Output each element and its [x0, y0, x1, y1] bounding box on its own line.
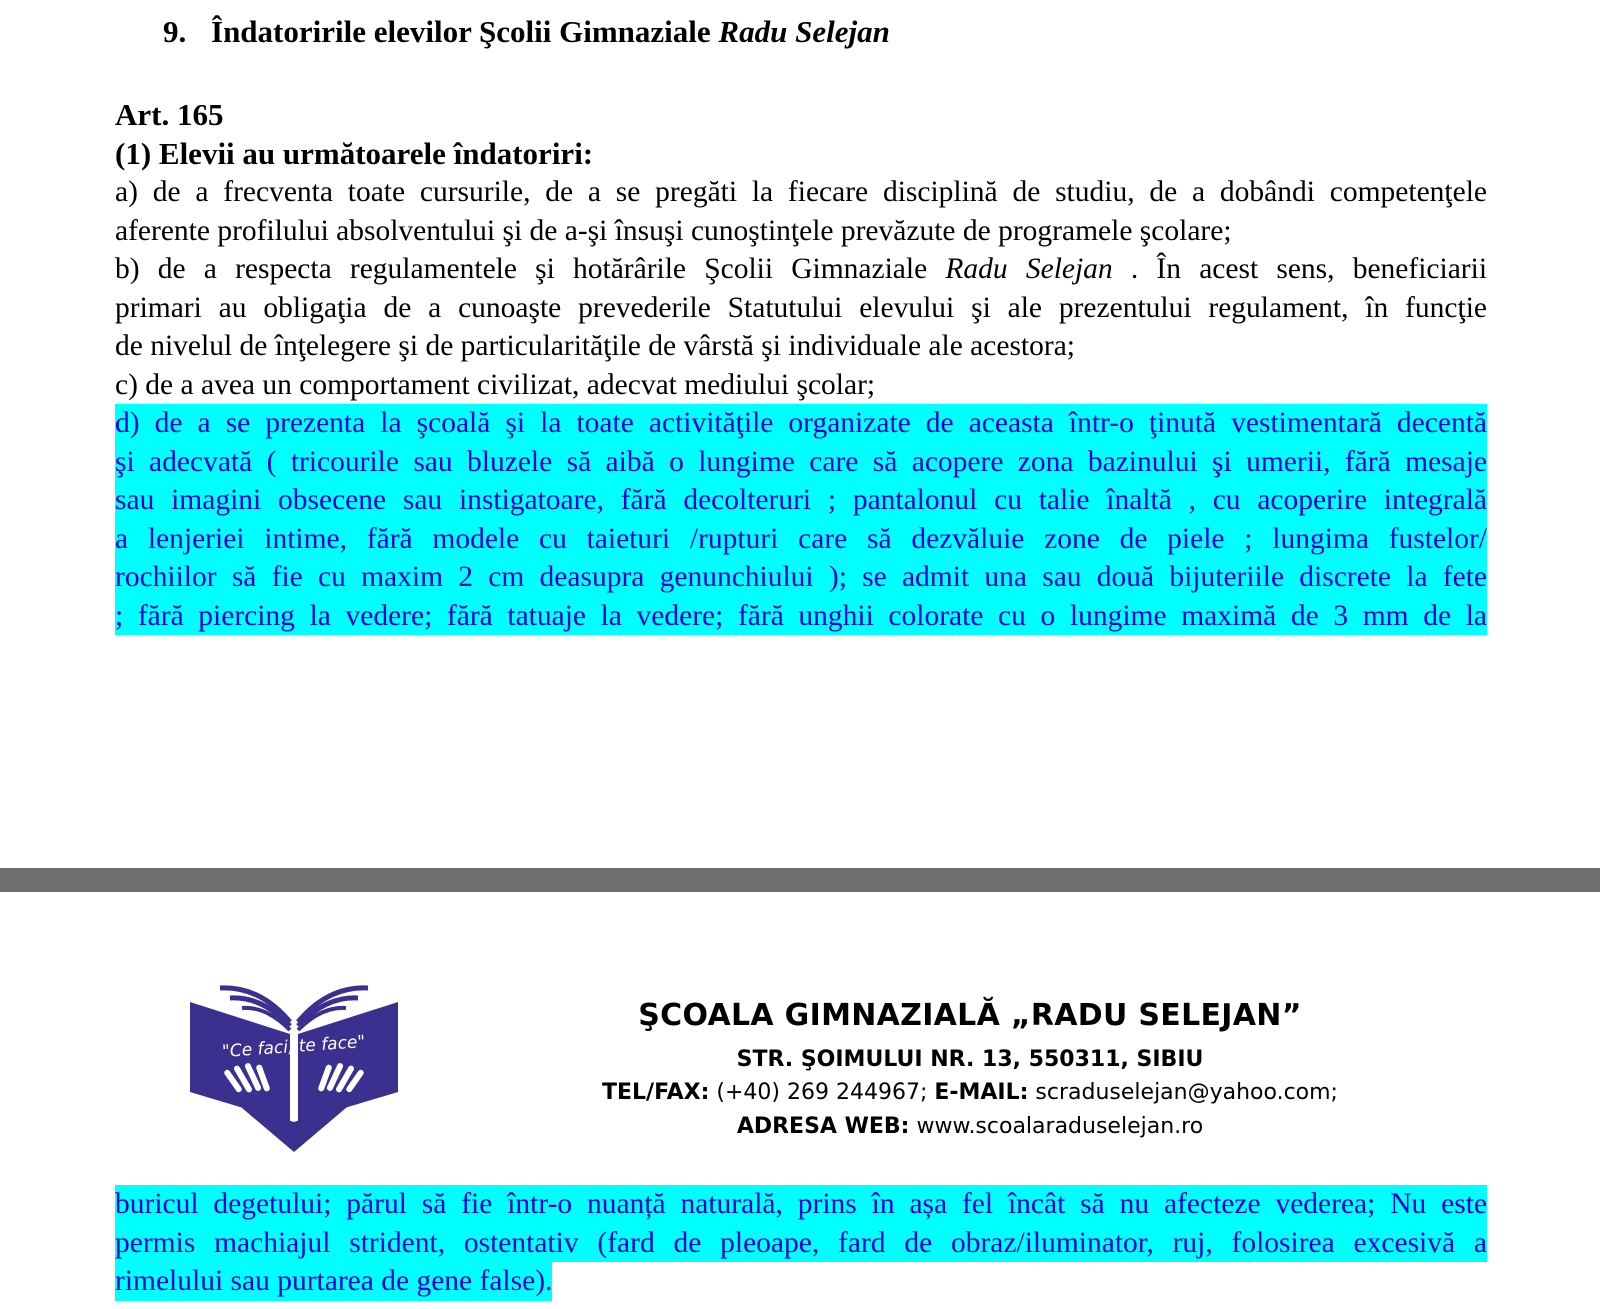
paragraph-b-text-cont: . În acest sens, beneficiarii: [1112, 253, 1487, 285]
web-label: ADRESA WEB:: [736, 1114, 910, 1139]
paragraph-b-school-name: Radu Selejan: [945, 253, 1113, 285]
section-title: Îndatoririle elevilor Şcolii Gimnaziale: [211, 14, 719, 49]
section-title-school-name: Radu Selejan: [718, 14, 890, 49]
tel-label: TEL/FAX:: [602, 1080, 710, 1105]
paragraph-d-line: şi adecvată ( tricourile sau bluzele să aibă o lungime care să acopere zona bazinului şi umerii, fără mesaje: [115, 445, 1487, 478]
paragraph-b-line-3: de nivelul de înţelegere şi de particularităţile de vârstă şi individuale ale acestora;: [115, 330, 1075, 362]
paragraph-b-text: b) de a respecta regulamentele şi hotărârile Şcolii Gimnaziale: [115, 253, 946, 285]
paragraph-d-line: a lenjeriei intime, fără modele cu taieturi /rupturi care să dezvăluie zone de piele ; lungima fustelor/: [115, 522, 1487, 555]
paragraph-d-continuation: [115, 1185, 1487, 1301]
paragraph-d-cont-line: permis machiajul strident, ostentativ (fard de pleoape, fard de obraz/iluminator, ruj, folosirea excesivă a: [115, 1226, 1487, 1259]
article-subheading: (1) Elevii au următoarele îndatoriri:: [115, 135, 594, 171]
email-value: scraduselejan@yahoo.com;: [1028, 1080, 1338, 1105]
school-address: STR. ŞOIMULUI NR. 13, 550311, SIBIU: [736, 1047, 1204, 1072]
school-logo-icon: [190, 982, 398, 1152]
article-heading: Art. 165: [115, 97, 224, 132]
paragraph-d-line: ; fără piercing la vedere; fără tatuaje la vedere; fără unghii colorate cu o lungime maximă de 3 mm de la: [115, 599, 1487, 632]
paragraph-d-cont-line: buricul degetului; părul să fie într-o nuanță naturală, prins în așa fel încât să nu afecteze vederea; Nu este: [115, 1188, 1487, 1220]
page-break-divider: [0, 868, 1600, 893]
paragraph-c-line-1: c) de a avea un comportament civilizat, adecvat mediului şcolar;: [115, 368, 876, 401]
section-heading: [163, 14, 890, 50]
article-block: [115, 96, 1487, 635]
document-page-2: [0, 892, 1600, 1309]
tel-value: (+40) 269 244967;: [709, 1080, 935, 1105]
paragraph-d-line: rochiilor să fie cu maxim 2 cm deasupra genunchiului ); se admit una sau două bijuteriile discrete la fete: [115, 561, 1487, 593]
highlighted-paragraph-d: [115, 404, 1487, 635]
web-value: www.scoalaraduselejan.ro: [909, 1114, 1204, 1139]
school-website: [520, 1114, 1420, 1139]
logo-motto: "Ce faci, te face": [221, 1032, 366, 1062]
school-name: ŞCOALA GIMNAZIALĂ „RADU SELEJAN”: [638, 998, 1302, 1033]
section-number: 9.: [163, 14, 187, 49]
paragraph-d-line: d) de a se prezenta la şcoală şi la toate activităţile organizate de aceasta într-o ţinută vestimentară decentă: [115, 407, 1487, 439]
email-label: E-MAIL:: [934, 1080, 1029, 1105]
school-contact: [520, 1080, 1420, 1105]
paragraph-b-line-2: primari au obligaţia de a cunoaşte prevederile Statutului elevului şi ale prezentului regulament, în funcţie: [115, 291, 1487, 324]
paragraph-d-cont-line: rimelului sau purtarea de gene false).: [115, 1262, 552, 1301]
highlighted-paragraph-d-cont: [115, 1185, 1487, 1262]
paragraph-a-line-2: aferente profilului absolventului şi de a-şi însuşi cunoştinţele prevăzute de programele şcolare;: [115, 214, 1232, 247]
paragraph-d-line: sau imagini obsecene sau instigatoare, fără decolteruri ; pantalonul cu talie înaltă , cu acoperire integrală: [115, 484, 1487, 516]
paragraph-a-line-1: a) de a frecventa toate cursurile, de a se pregăti la fiecare disciplină de studiu, de a dobândi competenţele: [115, 176, 1487, 208]
paragraph-b-line-1: [115, 250, 1487, 289]
